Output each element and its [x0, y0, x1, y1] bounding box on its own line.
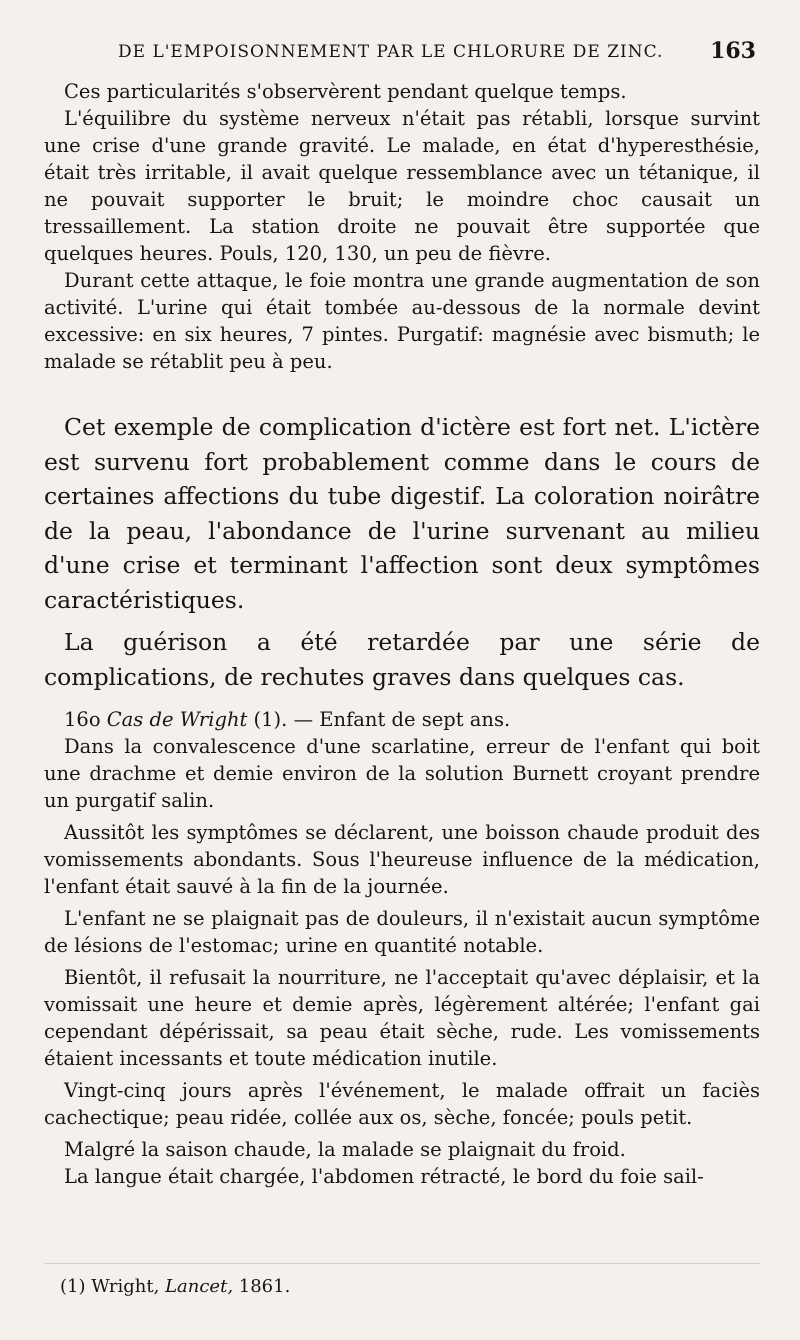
case-subtitle: — Enfant de sept ans. [293, 708, 511, 731]
paragraph: Vingt-cinq jours après l'événement, le malade offrait un faciès cachectique; peau ridée, collée aux os, sèche, foncée; pouls petit. [44, 1079, 760, 1129]
paragraph: Durant cette attaque, le foie montra une grande augmentation de son activité. L'urine qui était tombée au-dessous de la normale devint excessive: en six heures, 7 pintes. Purgatif: magnésie avec bismuth; le malade se rétablit peu à peu. [44, 269, 760, 373]
paragraph: L'enfant ne se plaignait pas de douleurs, il n'existait aucun symptôme de lésions de l'estomac; urine en quantité notable. [44, 907, 760, 957]
page-number: 163 [710, 38, 756, 64]
running-title: DE L'EMPOISONNEMENT PAR LE CHLORURE DE ZINC. [118, 42, 664, 62]
section-2 [44, 410, 760, 694]
paragraph: Bientôt, il refusait la nourriture, ne l'acceptait qu'avec déplaisir, et la vomissait une heure et demie après, légèrement altérée; l'enfant gai cependant dépérissait, sa peau était sèche, rude. Les vomissements étaient incessants et toute médication inutile. [44, 966, 760, 1070]
footnote-divider [44, 1263, 760, 1264]
paragraph: Malgré la saison chaude, la malade se plaignait du froid. [64, 1138, 626, 1161]
section-1 [44, 78, 760, 375]
case-heading [44, 706, 760, 733]
paragraph: Dans la convalescence d'une scarlatine, erreur de l'enfant qui boit une drachme et demie environ de la solution Burnett croyant prendre un purgatif salin. [44, 735, 760, 812]
paragraph: La langue était chargée, l'abdomen rétracté, le bord du foie sail- [64, 1165, 704, 1188]
paragraph: Cet exemple de complication d'ictère est fort net. L'ictère est survenu fort probablement comme dans le cours de certaines affections du tube digestif. La coloration noirâtre de la peau, l'abondance de l'urine survenant au milieu d'une crise et terminant l'affection sont deux symptômes caractéristiques. [44, 413, 760, 614]
footnote-source: Lancet, [165, 1276, 234, 1297]
running-header [118, 38, 758, 68]
paragraph: L'équilibre du système nerveux n'était pas rétabli, lorsque survint une crise d'une grande gravité. Le malade, en état d'hyperesthésie, était très irritable, il avait quelque ressemblance avec un tétanique, il ne pouvait supporter le bruit; le moindre choc causait un tressaillement. La station droite ne pouvait être supportée que quelques heures. Pouls, 120, 130, un peu de fièvre. [44, 107, 760, 265]
paragraph: La guérison a été retardée par une série de complications, de rechutes graves dans quelques cas. [44, 628, 760, 691]
footnote-year: 1861. [238, 1276, 291, 1297]
footnote-ref: (1). [253, 708, 288, 731]
paragraph: Aussitôt les symptômes se déclarent, une boisson chaude produit des vomissements abondants. Sous l'heureuse influence de la médication, l'enfant était sauvé à la fin de la journée. [44, 821, 760, 898]
footnote [60, 1276, 290, 1297]
case-title: Cas de Wright [106, 708, 248, 731]
case-number: 16o [64, 708, 101, 731]
paragraph: Ces particularités s'observèrent pendant quelque temps. [64, 80, 627, 103]
footnote-marker: (1) Wright, [60, 1276, 160, 1297]
section-3 [44, 706, 760, 1190]
